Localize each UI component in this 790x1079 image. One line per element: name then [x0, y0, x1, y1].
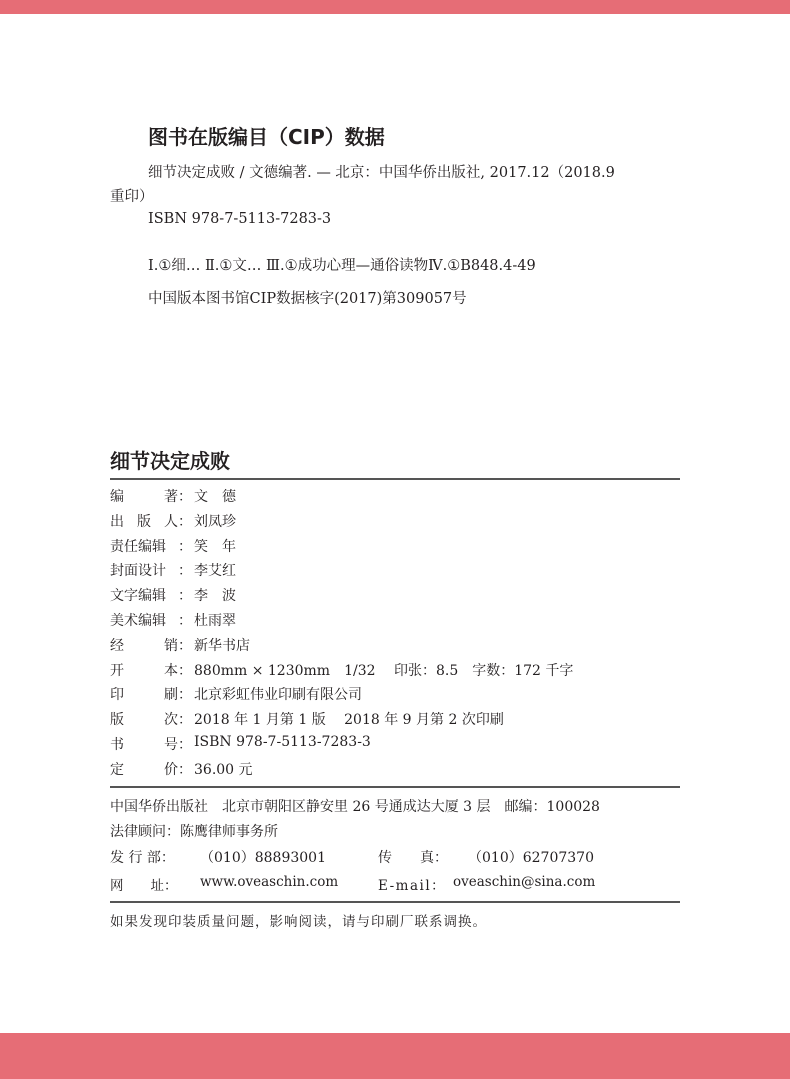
credit-label-char: 著 — [164, 489, 178, 505]
distribution-contact — [110, 847, 594, 867]
credit-label — [110, 610, 178, 630]
credit-label — [110, 585, 178, 605]
credit-row — [110, 759, 253, 779]
publisher-address — [110, 796, 600, 816]
cip-isbn: ISBN 978-7-5113-7283-3 — [148, 211, 332, 227]
credit-label-char: 出 — [110, 513, 124, 530]
publisher-address-text: 中国华侨出版社 北京市朝阳区静安里 26 号通成达大厦 3 层 邮编：100028 — [110, 799, 600, 815]
credit-label — [110, 734, 178, 754]
colon: ： — [178, 513, 192, 530]
web-label: 网 址： — [110, 878, 178, 894]
credit-row — [110, 660, 573, 680]
credit-row — [110, 734, 371, 754]
credit-row — [110, 511, 236, 531]
credit-label — [110, 660, 178, 680]
credit-label — [110, 759, 178, 779]
credit-label-char: 印 — [110, 687, 124, 704]
email-link[interactable]: oveaschin@sina.com — [453, 874, 596, 890]
credit-row — [110, 684, 362, 704]
credit-label-char: 美术编辑 — [110, 613, 166, 629]
credit-label-char: 价 — [164, 761, 178, 778]
colon: ： — [178, 712, 192, 729]
colon: ： — [178, 761, 192, 778]
credit-row — [110, 585, 236, 605]
cip-record: 中国版本图书馆CIP数据核字(2017)第309057号 — [148, 291, 467, 307]
credit-value: 880mm × 1230mm 1/32 印张：8.5 字数：172 千字 — [194, 662, 574, 679]
credit-value: 杜雨翠 — [194, 613, 236, 629]
legal-advisor — [110, 821, 278, 841]
cip-entry-cont: 重印） — [110, 189, 154, 205]
colon: ： — [178, 687, 192, 704]
credit-value: 2018 年 1 月第 1 版 2018 年 9 月第 2 次印刷 — [194, 712, 504, 729]
credit-row — [110, 709, 504, 729]
credit-label — [110, 635, 178, 655]
credit-row — [110, 610, 236, 630]
credit-value: 新华书店 — [194, 637, 250, 654]
divider — [110, 901, 680, 903]
credit-label-char: 号 — [164, 737, 178, 753]
credit-row — [110, 536, 236, 556]
credit-row — [110, 635, 250, 655]
divider — [110, 786, 680, 788]
bottom-decorative-bar — [0, 1033, 790, 1079]
credit-label-char: 刷 — [164, 687, 178, 704]
cip-classification: Ⅰ.①细… Ⅱ.①文… Ⅲ.①成功心理—通俗读物Ⅳ.①B848.4-49 — [148, 258, 536, 274]
credit-label — [110, 536, 178, 556]
colon: ： — [178, 538, 192, 555]
fax-label: 传 真： — [378, 850, 448, 866]
credit-label-char: 销 — [164, 637, 178, 654]
credit-label-char: 责任编辑 — [110, 538, 166, 555]
credit-label — [110, 684, 178, 704]
dept-phone: （010）88893001 — [200, 850, 326, 866]
credit-value: 李 波 — [194, 588, 236, 605]
credit-label-char: 版 — [137, 513, 151, 530]
colon: ： — [178, 588, 192, 605]
colon: ： — [178, 489, 192, 505]
credit-value: 36.00 元 — [194, 761, 253, 778]
legal-advisor-text: 法律顾问：陈鹰律师事务所 — [110, 824, 278, 840]
colon: ： — [178, 613, 192, 629]
credit-label-char: 次 — [164, 712, 178, 729]
credit-value: ISBN 978-7-5113-7283-3 — [194, 734, 371, 750]
credit-value: 文 德 — [194, 489, 236, 505]
top-decorative-bar — [0, 0, 790, 14]
credit-label-char: 封面设计 — [110, 563, 166, 580]
fax-number: （010）62707370 — [468, 850, 594, 866]
credit-label-char: 开 — [110, 662, 124, 679]
colon: ： — [178, 563, 192, 580]
cip-entry: 细节决定成败 / 文德编著. — 北京：中国华侨出版社, 2017.12（2018.9 — [148, 165, 615, 181]
credit-row — [110, 560, 236, 580]
divider — [110, 478, 680, 480]
website-link[interactable]: www.oveaschin.com — [200, 874, 339, 890]
credit-row — [110, 486, 236, 506]
credit-label-char: 经 — [110, 637, 124, 654]
credit-label-char: 定 — [110, 761, 124, 778]
quality-notice: 如果发现印装质量问题，影响阅读，请与印刷厂联系调换。 — [110, 914, 487, 930]
dept-label: 发 行 部： — [110, 850, 175, 866]
colon: ： — [178, 662, 192, 679]
credit-label — [110, 511, 178, 531]
credit-label-char: 文字编辑 — [110, 588, 166, 605]
credit-label-char: 人 — [164, 513, 178, 530]
book-title: 细节决定成败 — [110, 449, 230, 473]
cip-title: 图书在版编目（CIP）数据 — [148, 125, 385, 149]
credit-label — [110, 709, 178, 729]
web-contact — [110, 874, 595, 894]
credit-value: 北京彩虹伟业印刷有限公司 — [194, 687, 362, 704]
credit-value: 李艾红 — [194, 563, 236, 580]
credit-label — [110, 560, 178, 580]
colon: ： — [178, 637, 192, 654]
credit-label — [110, 486, 178, 506]
email-label: E-mail： — [378, 878, 447, 894]
credit-value: 笑 年 — [194, 538, 236, 555]
colon: ： — [178, 737, 192, 753]
credit-label-char: 书 — [110, 737, 124, 753]
credit-label-char: 版 — [110, 712, 124, 729]
credit-label-char: 编 — [110, 489, 124, 505]
credit-value: 刘凤珍 — [194, 513, 236, 530]
credit-label-char: 本 — [164, 662, 178, 679]
